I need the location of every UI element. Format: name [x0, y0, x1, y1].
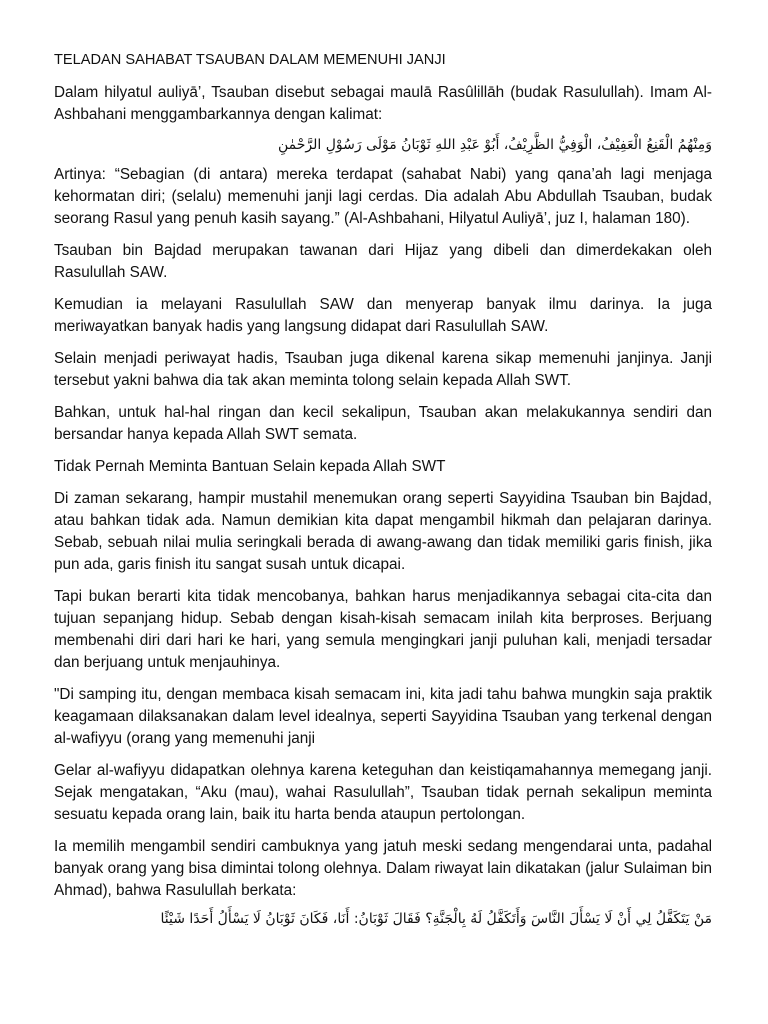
document-title: TELADAN SAHABAT TSAUBAN DALAM MEMENUHI JANJI [54, 52, 446, 68]
paragraph-service: Kemudian ia melayani Rasulullah SAW dan menyerap banyak ilmu darinya. Ia juga meriwayatkan banyak hadis yang langsung didapat dari Rasulullah SAW. [54, 296, 712, 335]
paragraph-whip-story: Ia memilih mengambil sendiri cambuknya yang jatuh meski sedang mengendarai unta, padahal banyak orang yang bisa dimintai tolong olehnya. Dalam riwayat lain dikatakan (jalur Sulaiman bin Ahmad), bahwa Rasulullah berkata: [54, 838, 712, 899]
paragraph-intro: Dalam hilyatul auliyā’, Tsauban disebut sebagai maulā Rasûlillāh (budak Rasulullah). Imam Al-Ashbahani menggambarkannya dengan kalimat: [54, 84, 712, 123]
paragraph-origin: Tsauban bin Bajdad merupakan tawanan dari Hijaz yang dibeli dan dimerdekakan oleh Rasulullah SAW. [54, 242, 712, 281]
document-page [54, 50, 712, 938]
paragraph-translation: Artinya: “Sebagian (di antara) mereka terdapat (sahabat Nabi) yang qana’ah lagi menjaga kehormatan diri; (selalu) memenuhi janji lagi cerdas. Dia adalah Abu Abdullah Tsauban, budak seorang Rasul yang penuh kasih sayang.” (Al-Ashbahani, Hilyatul Auliyā’, juz I, halaman 180). [54, 166, 712, 227]
arabic-quote-hadith: مَنْ يَتَكَفَّلُ لِي أَنْ لَا يَسْأَلَ النَّاسَ وَأَتَكَفَّلُ لَهُ بِالْجَنَّةِ؟ فَقَالَ ثَوْبَانُ: أَنَا، فَكَانَ ثَوْبَانُ لَا يَسْأَلُ أَحَدًا شَيْئًا [160, 911, 712, 927]
paragraph-aspiration: Tapi bukan berarti kita tidak mencobanya, bahkan harus menjadikannya sebagai cita-cita dan tujuan sepanjang hidup. Sebab dengan kisah-kisah semacam inilah kita berproses. Berjuang membenahi diri dari hari ke hari, yang semula mengingkari janji puluhan kali, menjadi tersadar dan berjuang untuk menjauhinya. [54, 588, 712, 671]
paragraph-quote-practice: "Di samping itu, dengan membaca kisah semacam ini, kita jadi tahu bahwa mungkin saja praktik keagamaan dilaksanakan dalam level idealnya, seperti Sayyidina Tsauban yang terkenal dengan al-wafiyyu (orang yang memenuhi janji [54, 686, 712, 747]
paragraph-promise: Selain menjadi periwayat hadis, Tsauban juga dikenal karena sikap memenuhi janjinya. Janji tersebut yakni bahwa dia tak akan meminta tolong selain kepada Allah SWT. [54, 350, 712, 389]
paragraph-al-wafiyyu: Gelar al-wafiyyu didapatkan olehnya karena keteguhan dan keistiqamahannya memegang janji. Sejak mengatakan, “Aku (mau), wahai Rasulullah”, Tsauban tidak pernah sekalipun meminta sesuatu kepada orang lain, baik itu harta benda ataupun pertolongan. [54, 762, 712, 823]
arabic-quote-hilyah: وَمِنْهُمُ الْقَنِعُ الْعَفِيْفُ، الْوَفِيُّ الظَّرِيْفُ، أَبُوْ عَبْدِ اللهِ ثَوْبَانُ مَوْلَى رَسُوْلِ الرَّحْمٰنِ [277, 137, 712, 153]
paragraph-self-reliance: Bahkan, untuk hal-hal ringan dan kecil sekalipun, Tsauban akan melakukannya sendiri dan bersandar hanya kepada Allah SWT semata. [54, 404, 712, 443]
section-heading: Tidak Pernah Meminta Bantuan Selain kepada Allah SWT [54, 458, 446, 475]
paragraph-modern-times: Di zaman sekarang, hampir mustahil menemukan orang seperti Sayyidina Tsauban bin Bajdad, atau bahkan tidak ada. Namun demikian kita dapat mengambil hikmah dan pelajaran darinya. Sebab, sebuah nilai mulia seringkali berada di awang-awang dan tidak memiliki garis finish, jika pun ada, garis finish itu sangat susah untuk dicapai. [54, 490, 712, 573]
